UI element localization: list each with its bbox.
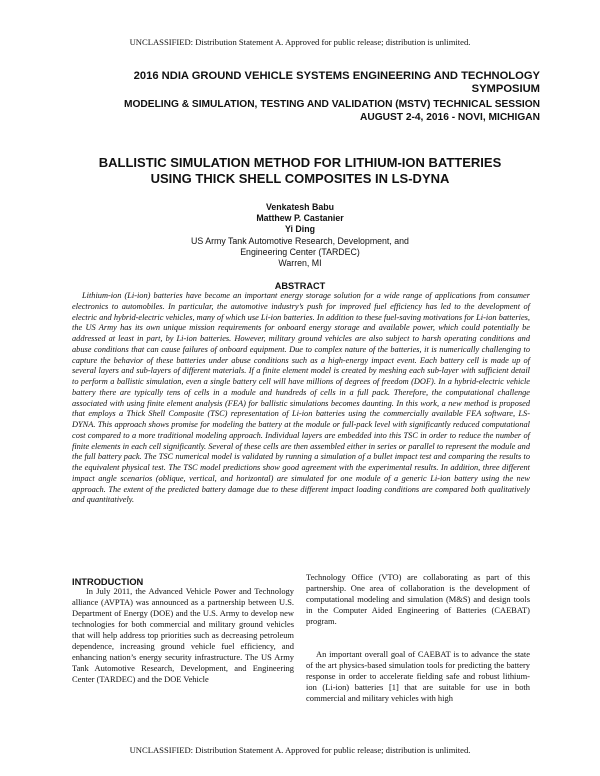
conference-date-location: AUGUST 2-4, 2016 - NOVI, MICHIGAN bbox=[359, 112, 540, 123]
introduction-heading: INTRODUCTION bbox=[72, 577, 144, 587]
abstract-heading: ABSTRACT bbox=[274, 281, 326, 291]
affiliation-line: US Army Tank Automotive Research, Development, and bbox=[191, 236, 409, 246]
introduction-right-paragraph-2: An important overall goal of CAEBAT is to advance the state of the art physics-based simulation tools for predicting the battery response in order to accelerate fielding safe and robust lithium-ion (Li-ion) batteries [1] that are suitable for use in both commercial and military vehicles with high bbox=[306, 649, 530, 703]
introduction-left-column: In July 2011, the Advanced Vehicle Power and Technology alliance (AVPTA) was announced as a partnership between U.S. Department of Energy (DOE) and the U.S. Army to develop new technologies for both commercial and military ground vehicles that will help address top priorities such as decreasing petroleum dependence, increasing ground vehicle fuel efficiency, and enhancing nation’s energy security infrastructure. The US Army Tank Automotive Research, Development, and Engineering Center (TARDEC) and the DOE Vehicle bbox=[72, 586, 294, 684]
affiliation-line: Warren, MI bbox=[278, 258, 322, 268]
introduction-right-paragraph-1: Technology Office (VTO) are collaborating as part of this partnership. One area of collaboration is the development of computational modeling and simulation (M&S) and design tools in the Computer Aided Engineering of Batteries (CAEBAT) program. bbox=[306, 572, 530, 626]
conference-title-line-1: 2016 NDIA GROUND VEHICLE SYSTEMS ENGINEERING AND TECHNOLOGY bbox=[133, 70, 540, 82]
distribution-banner-top: UNCLASSIFIED: Distribution Statement A. Approved for public release; distribution is unlimited. bbox=[129, 37, 471, 47]
paper-title bbox=[0, 155, 600, 187]
conference-title-line-2: SYMPOSIUM bbox=[471, 83, 540, 95]
session-name: MODELING & SIMULATION, TESTING AND VALIDATION (MSTV) TECHNICAL SESSION bbox=[124, 99, 540, 110]
paper-title-line-2: USING THICK SHELL COMPOSITES IN LS-DYNA bbox=[150, 171, 450, 186]
author-name: Matthew P. Castanier bbox=[256, 213, 344, 223]
author-name: Venkatesh Babu bbox=[266, 202, 334, 212]
author-name: Yi Ding bbox=[285, 224, 315, 234]
paper-title-line-1: BALLISTIC SIMULATION METHOD FOR LITHIUM-ION BATTERIES bbox=[98, 155, 502, 170]
affiliation-line: Engineering Center (TARDEC) bbox=[240, 247, 360, 257]
abstract-body: Lithium-ion (Li-ion) batteries have become an important energy storage solution for a wide range of applications from consumer electronics to automobiles. In particular, the automotive industry’s push for improved fuel efficiency has led to the development of electric and hybrid-electric vehicles, many of which use Li-ion batteries. In addition to these fuel-saving motivations for Li-ion batteries, the US Army has its own unique mission requirements for onboard energy storage and available power, which could potentially be addressed at least in part, by Li-ion batteries. However, military ground vehicles are also subject to harsh operating conditions and abuse conditions that can cause failures of onboard equipment. Due to complex nature of the batteries, it is numerically challenging to capture the behavior of these batteries under abuse conditions such as a high-energy impact event. Each battery cell is made up of several layers and sub-layers of different materials. If a finite element model is created by meshing each sub-layer with sufficient detail to perform a ballistic simulation, even a single battery cell will have millions of degrees of freedom (DOF). In a hybrid-electric vehicle battery there are typically tens of cells in a module and hundreds of cells in a full pack. Therefore, the computational challenge associated with using finite element analysis (FEA) for ballistic simulations becomes daunting. In this work, a new method is proposed that employs a Thick Shell Composite (TSC) representation of Li-ion batteries using the commercially available FEA software, LS-DYNA. This approach shows promise for modeling the battery at the module or full-pack level with significantly reduced computational cost compared to a more traditional modeling approach. Individual layers are embedded into this TSC in order to reduce the number of finite elements in each cell significantly. Several of these cells are then assembled either in series or parallel to represent the module and the full battery pack. The TSC numerical model is validated by running a simulation of a bullet impact test and comparing the results to the equivalent physical test. The TSC model predictions show good agreement with the experimental results. In addition, three different impact angle scenarios (oblique, vertical, and horizontal) are simulated for one module of a generic Li-ion battery using the new approach. The extent of the predicted battery damage due to these different impact loading conditions are compared both qualitatively and quantitatively. bbox=[72, 291, 530, 505]
distribution-banner-bottom: UNCLASSIFIED: Distribution Statement A. Approved for public release; distribution is unlimited. bbox=[129, 745, 471, 755]
